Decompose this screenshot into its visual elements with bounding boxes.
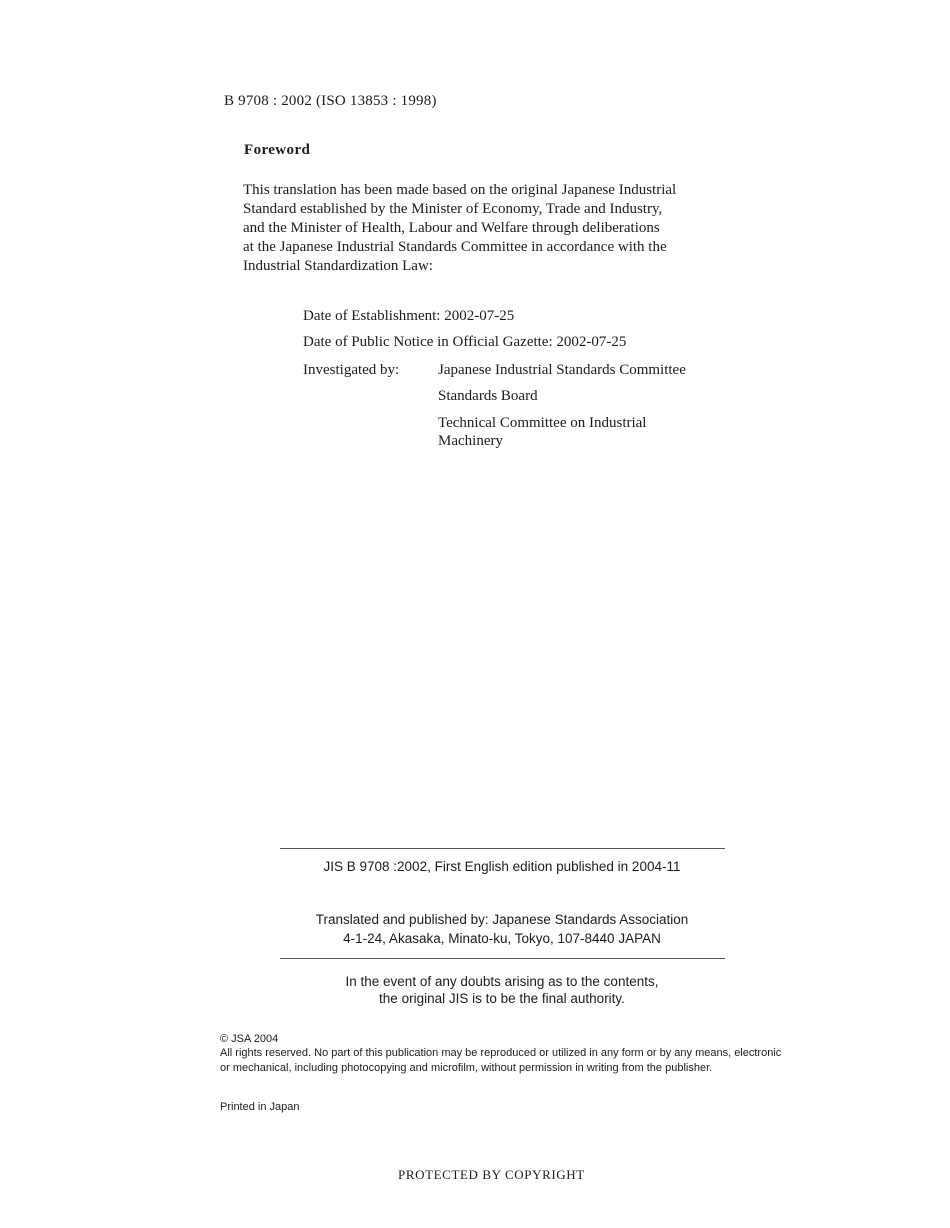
address-line: 4-1-24, Akasaka, Minato-ku, Tokyo, 107-8440 JAPAN [343, 931, 661, 946]
authority-note-line1: In the event of any doubts arising as to the contents, [345, 974, 659, 989]
foreword-line: and the Minister of Health, Labour and Welfare through deliberations [243, 220, 660, 236]
investigator-jisc: Japanese Industrial Standards Committee [438, 362, 686, 378]
foreword-line: at the Japanese Industrial Standards Committee in accordance with the [243, 239, 667, 255]
foreword-paragraph [243, 181, 788, 276]
investigator-technical-committee-cont: Machinery [438, 433, 503, 449]
protected-by-copyright-footer: PROTECTED BY COPYRIGHT [398, 1167, 585, 1182]
foreword-line: Standard established by the Minister of Economy, Trade and Industry, [243, 201, 663, 217]
date-of-establishment: Date of Establishment: 2002-07-25 [303, 308, 515, 324]
edition-line: JIS B 9708 :2002, First English edition published in 2004-11 [323, 859, 681, 874]
copyright-notice: © JSA 2004 [220, 1033, 279, 1045]
publisher-line: Translated and published by: Japanese Standards Association [315, 912, 689, 927]
foreword-line: Industrial Standardization Law: [243, 258, 433, 274]
authority-note-line2: the original JIS is to be the final authority. [379, 991, 625, 1006]
investigator-standards-board: Standards Board [438, 388, 538, 404]
divider-top [280, 848, 725, 849]
printed-in: Printed in Japan [220, 1101, 300, 1113]
foreword-line: This translation has been made based on the original Japanese Industrial [243, 182, 677, 198]
document-code-header: B 9708 : 2002 (ISO 13853 : 1998) [224, 93, 437, 109]
rights-reserved-text: All rights reserved. No part of this publication may be reproduced or utilized in any form or by any means, electronic or mechanical, including photocopying and microfilm, without permission in writing from the publisher. [220, 1047, 782, 1074]
date-of-public-notice: Date of Public Notice in Official Gazette: 2002-07-25 [303, 334, 627, 350]
foreword-title: Foreword [244, 142, 311, 158]
divider-bottom [280, 958, 725, 959]
investigator-technical-committee: Technical Committee on Industrial [438, 415, 647, 431]
investigated-by-label: Investigated by: [303, 362, 400, 378]
